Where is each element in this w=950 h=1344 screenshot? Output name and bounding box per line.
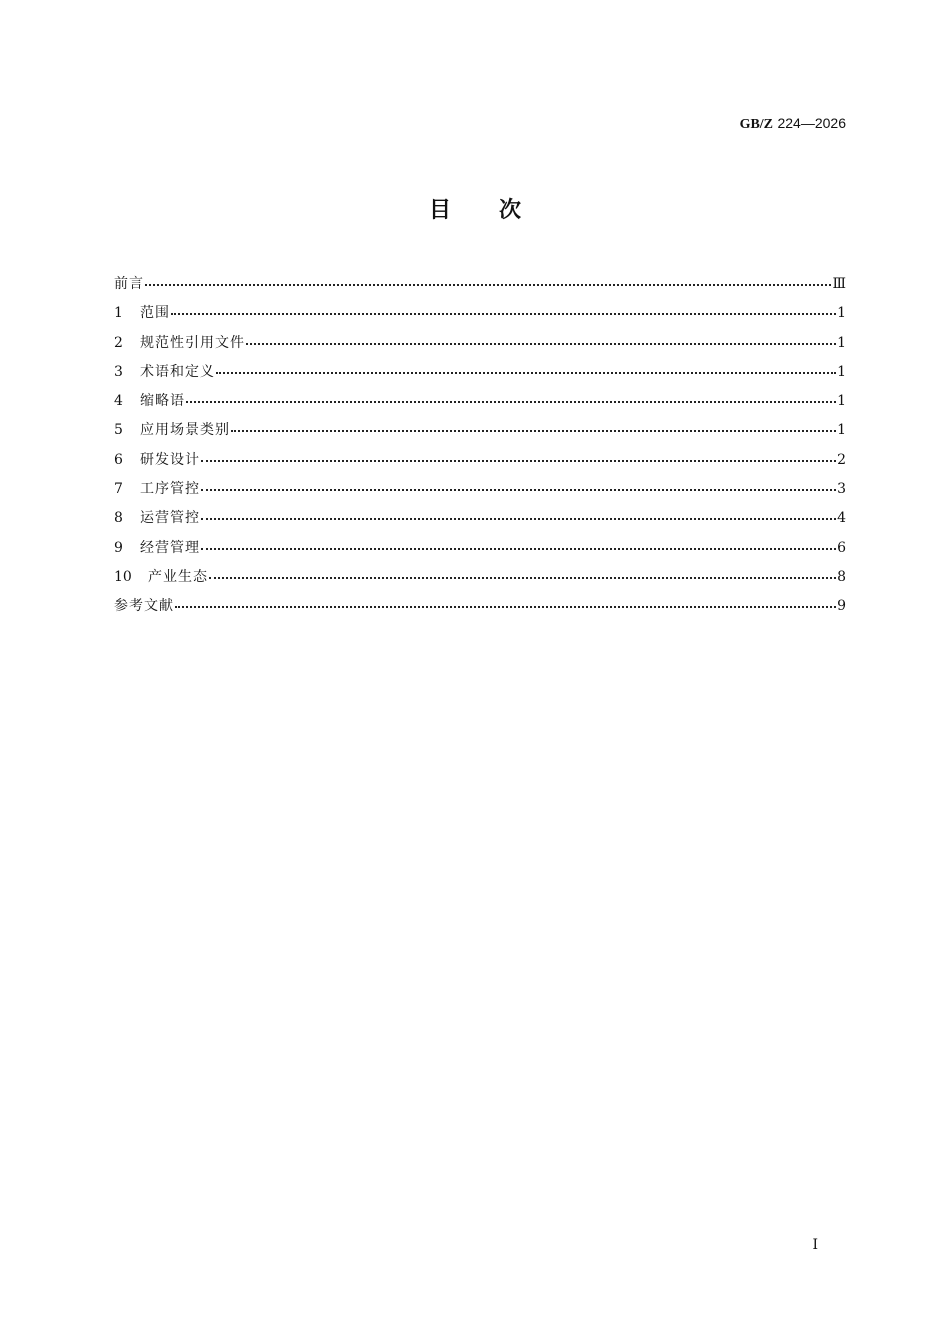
toc-entry-page: 1 [837, 363, 846, 380]
toc-entry-6[interactable] [114, 446, 846, 475]
toc-entry-page: 1 [837, 334, 846, 351]
toc-entry-label: 产业生态 [148, 568, 208, 585]
page-number: Ⅰ [812, 1237, 818, 1253]
document-code-prefix: GB/Z [739, 117, 774, 132]
toc-entry-5[interactable] [114, 416, 846, 445]
toc-entry-number: 7 [114, 481, 123, 498]
toc-entry-label: 工序管控 [140, 481, 200, 498]
toc-entry-label: 范围 [140, 305, 170, 322]
toc-entry-references[interactable] [114, 592, 846, 621]
toc-leader-dots [209, 567, 836, 581]
toc-entry-7[interactable] [114, 475, 846, 504]
table-of-contents [114, 270, 846, 622]
document-code [740, 114, 846, 134]
toc-leader-dots [186, 391, 836, 405]
toc-entry-page: Ⅲ [832, 276, 846, 292]
toc-entry-label: 缩略语 [140, 393, 185, 410]
toc-entry-number: 8 [114, 510, 123, 527]
toc-entry-page: 1 [837, 422, 846, 439]
toc-entry-number: 2 [114, 334, 123, 351]
toc-leader-dots [246, 333, 836, 347]
toc-leader-dots [231, 420, 836, 434]
toc-entry-label: 术语和定义 [140, 363, 215, 380]
toc-leader-dots [145, 274, 831, 288]
toc-entry-label: 参考文献 [114, 598, 174, 615]
toc-entry-foreword[interactable] [114, 270, 846, 299]
toc-entry-page: 4 [837, 510, 846, 527]
toc-entry-10[interactable] [114, 563, 846, 592]
document-code-number: 224—2026 [777, 115, 846, 131]
toc-entry-label: 前言 [114, 276, 144, 292]
toc-entry-number: 4 [114, 393, 123, 410]
toc-entry-1[interactable] [114, 299, 846, 328]
toc-entry-number: 3 [114, 363, 123, 380]
toc-leader-dots [201, 538, 836, 552]
toc-entry-page: 1 [837, 305, 846, 322]
toc-entry-page: 3 [837, 481, 846, 498]
toc-entry-number: 5 [114, 422, 123, 439]
toc-entry-label: 研发设计 [140, 451, 200, 468]
toc-entry-page: 1 [837, 393, 846, 410]
toc-entry-number: 10 [114, 568, 132, 585]
toc-entry-number: 1 [114, 305, 123, 322]
toc-leader-dots [216, 362, 836, 376]
toc-leader-dots [201, 450, 836, 464]
toc-entry-page: 6 [837, 539, 846, 556]
toc-leader-dots [201, 479, 836, 493]
toc-entry-8[interactable] [114, 504, 846, 533]
toc-entry-9[interactable] [114, 534, 846, 563]
toc-entry-label: 经营管理 [140, 539, 200, 556]
toc-entry-number: 6 [114, 451, 123, 468]
toc-entry-page: 8 [837, 568, 846, 585]
toc-entry-2[interactable] [114, 329, 846, 358]
toc-entry-label: 应用场景类别 [140, 422, 230, 439]
toc-entry-number: 9 [114, 539, 123, 556]
toc-entry-page: 2 [837, 451, 846, 468]
toc-entry-page: 9 [837, 598, 846, 615]
toc-entry-4[interactable] [114, 387, 846, 416]
toc-entry-label: 规范性引用文件 [140, 334, 245, 351]
toc-leader-dots [175, 596, 836, 610]
toc-entry-label: 运营管控 [140, 510, 200, 527]
page-title: 目次 [428, 198, 569, 223]
toc-leader-dots [171, 303, 836, 317]
toc-leader-dots [201, 508, 836, 522]
toc-entry-3[interactable] [114, 358, 846, 387]
